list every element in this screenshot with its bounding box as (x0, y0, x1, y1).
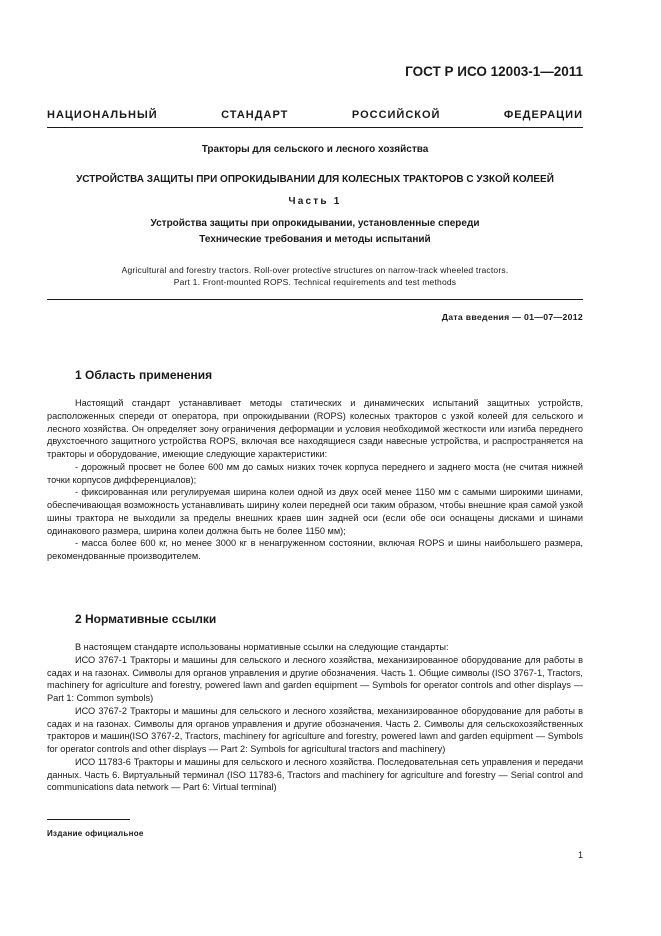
reference-entry: ИСО 3767-1 Тракторы и машины для сельского и лесного хозяйства, механизированное оборудование для работы в садах и на газонах. Символы для органов управления и другие обозначения. Часть 1. Общие символы (ISO 3767-1, Tractors, machinery for agriculture and forestry, powered lawn and garden equipment — Symbols for operator controls and other displays — Part 1: Common symbols) (47, 654, 583, 703)
part-title-line: Устройства защиты при опрокидывании, установленные спереди (150, 218, 480, 229)
document-id: ГОСТ Р ИСО 12003-1—2011 (405, 64, 583, 79)
paragraph: - масса более 600 кг, но менее 3000 кг в ненагруженном состоянии, включая ROPS и шины наибольшего размера, рекомендованные производителем. (47, 538, 583, 561)
national-standard-label (47, 109, 583, 121)
document-subtitle: Тракторы для сельского и лесного хозяйства (201, 144, 429, 155)
national-word: СТАНДАРТ (221, 109, 289, 121)
page-number: 1 (577, 850, 583, 860)
paragraph: Настоящий стандарт устанавливает методы статических и динамических испытаний защитных устройств, расположенных спереди от оператора, при опрокидывании (ROPS) колесных тракторов с узкой колеей для сельского и лесного хозяйства. Он определяет зону ограничения деформации и условия необходимой жесткости или изгиба переднего двухстоечного защитного устройства ROPS, включая все находящиеся сзади навесные устройства, и распространяется на тракторы и оборудование, имеющие следующие характеристики: (47, 398, 583, 459)
paragraph: - фиксированная или регулируемая ширина колеи одной из двух осей менее 1150 мм с самыми широкими шинами, обеспечивающая возможность устанавливать ширину колеи передней оси таким образом, чтобы внешние края самой узкой шины трактора не выходили за пределы внешних краев шин задней оси (если обе оси оснащены дисками и шинами одинакового размера, ширина колеи должна быть не более 1150 мм); (47, 487, 583, 536)
title-divider (47, 299, 583, 300)
part-title-line: Технические требования и методы испытаний (199, 234, 431, 245)
english-title (47, 264, 583, 288)
national-word: ФЕДЕРАЦИИ (503, 109, 583, 121)
english-title-line: Agricultural and forestry tractors. Roll-over protective structures on narrow-track wheeled tractors. (121, 265, 509, 275)
section-body-scope (47, 397, 583, 563)
national-word: НАЦИОНАЛЬНЫЙ (47, 109, 158, 121)
reference-entry: ИСО 11783-6 Тракторы и машины для сельского и лесного хозяйства. Последовательная сеть управления и передачи данных. Часть 6. Виртуальный терминал (ISO 11783-6, Tractors and machinery for agriculture and forestry — Serial control and communications data network — Part 6: Virtual terminal) (47, 756, 583, 793)
section-heading-scope: 1 Область применения (75, 368, 213, 382)
part-number: Часть 1 (288, 196, 342, 207)
english-title-line: Part 1. Front-mounted ROPS. Technical requirements and test methods (173, 277, 457, 287)
part-title (47, 216, 583, 248)
paragraph: - дорожный просвет не более 600 мм до самых низких точек корпуса переднего и заднего моста (не считая нижней точки корпусов дифференциалов); (47, 461, 583, 485)
introduction-date: Дата введения — 01—07—2012 (441, 312, 583, 322)
document-title: УСТРОЙСТВА ЗАЩИТЫ ПРИ ОПРОКИДЫВАНИИ ДЛЯ КОЛЕСНЫХ ТРАКТОРОВ С УЗКОЙ КОЛЕЕЙ (76, 174, 554, 185)
section-body-references (47, 641, 583, 794)
paragraph: В настоящем стандарте использованы нормативные ссылки на следующие стандарты: (75, 642, 449, 652)
section-heading-references: 2 Нормативные ссылки (75, 612, 217, 626)
national-word: РОССИЙСКОЙ (351, 109, 441, 121)
footer-divider (47, 819, 130, 820)
header-divider (47, 127, 583, 128)
reference-entry: ИСО 3767-2 Тракторы и машины для сельского и лесного хозяйства, механизированное оборудование для работы в садах и на газонах. Символы для органов управления и другие обозначения. Часть 2. Символы для сельскохозяйственных тракторов и машин(ISO 3767-2, Tractors, machinery for agriculture and forestry, powered lawn and garden equipment — Symbols for operator controls and other displays — Part 2: Symbols for agricultural tractors and machinery) (47, 705, 583, 754)
edition-note: Издание официальное (47, 829, 144, 838)
